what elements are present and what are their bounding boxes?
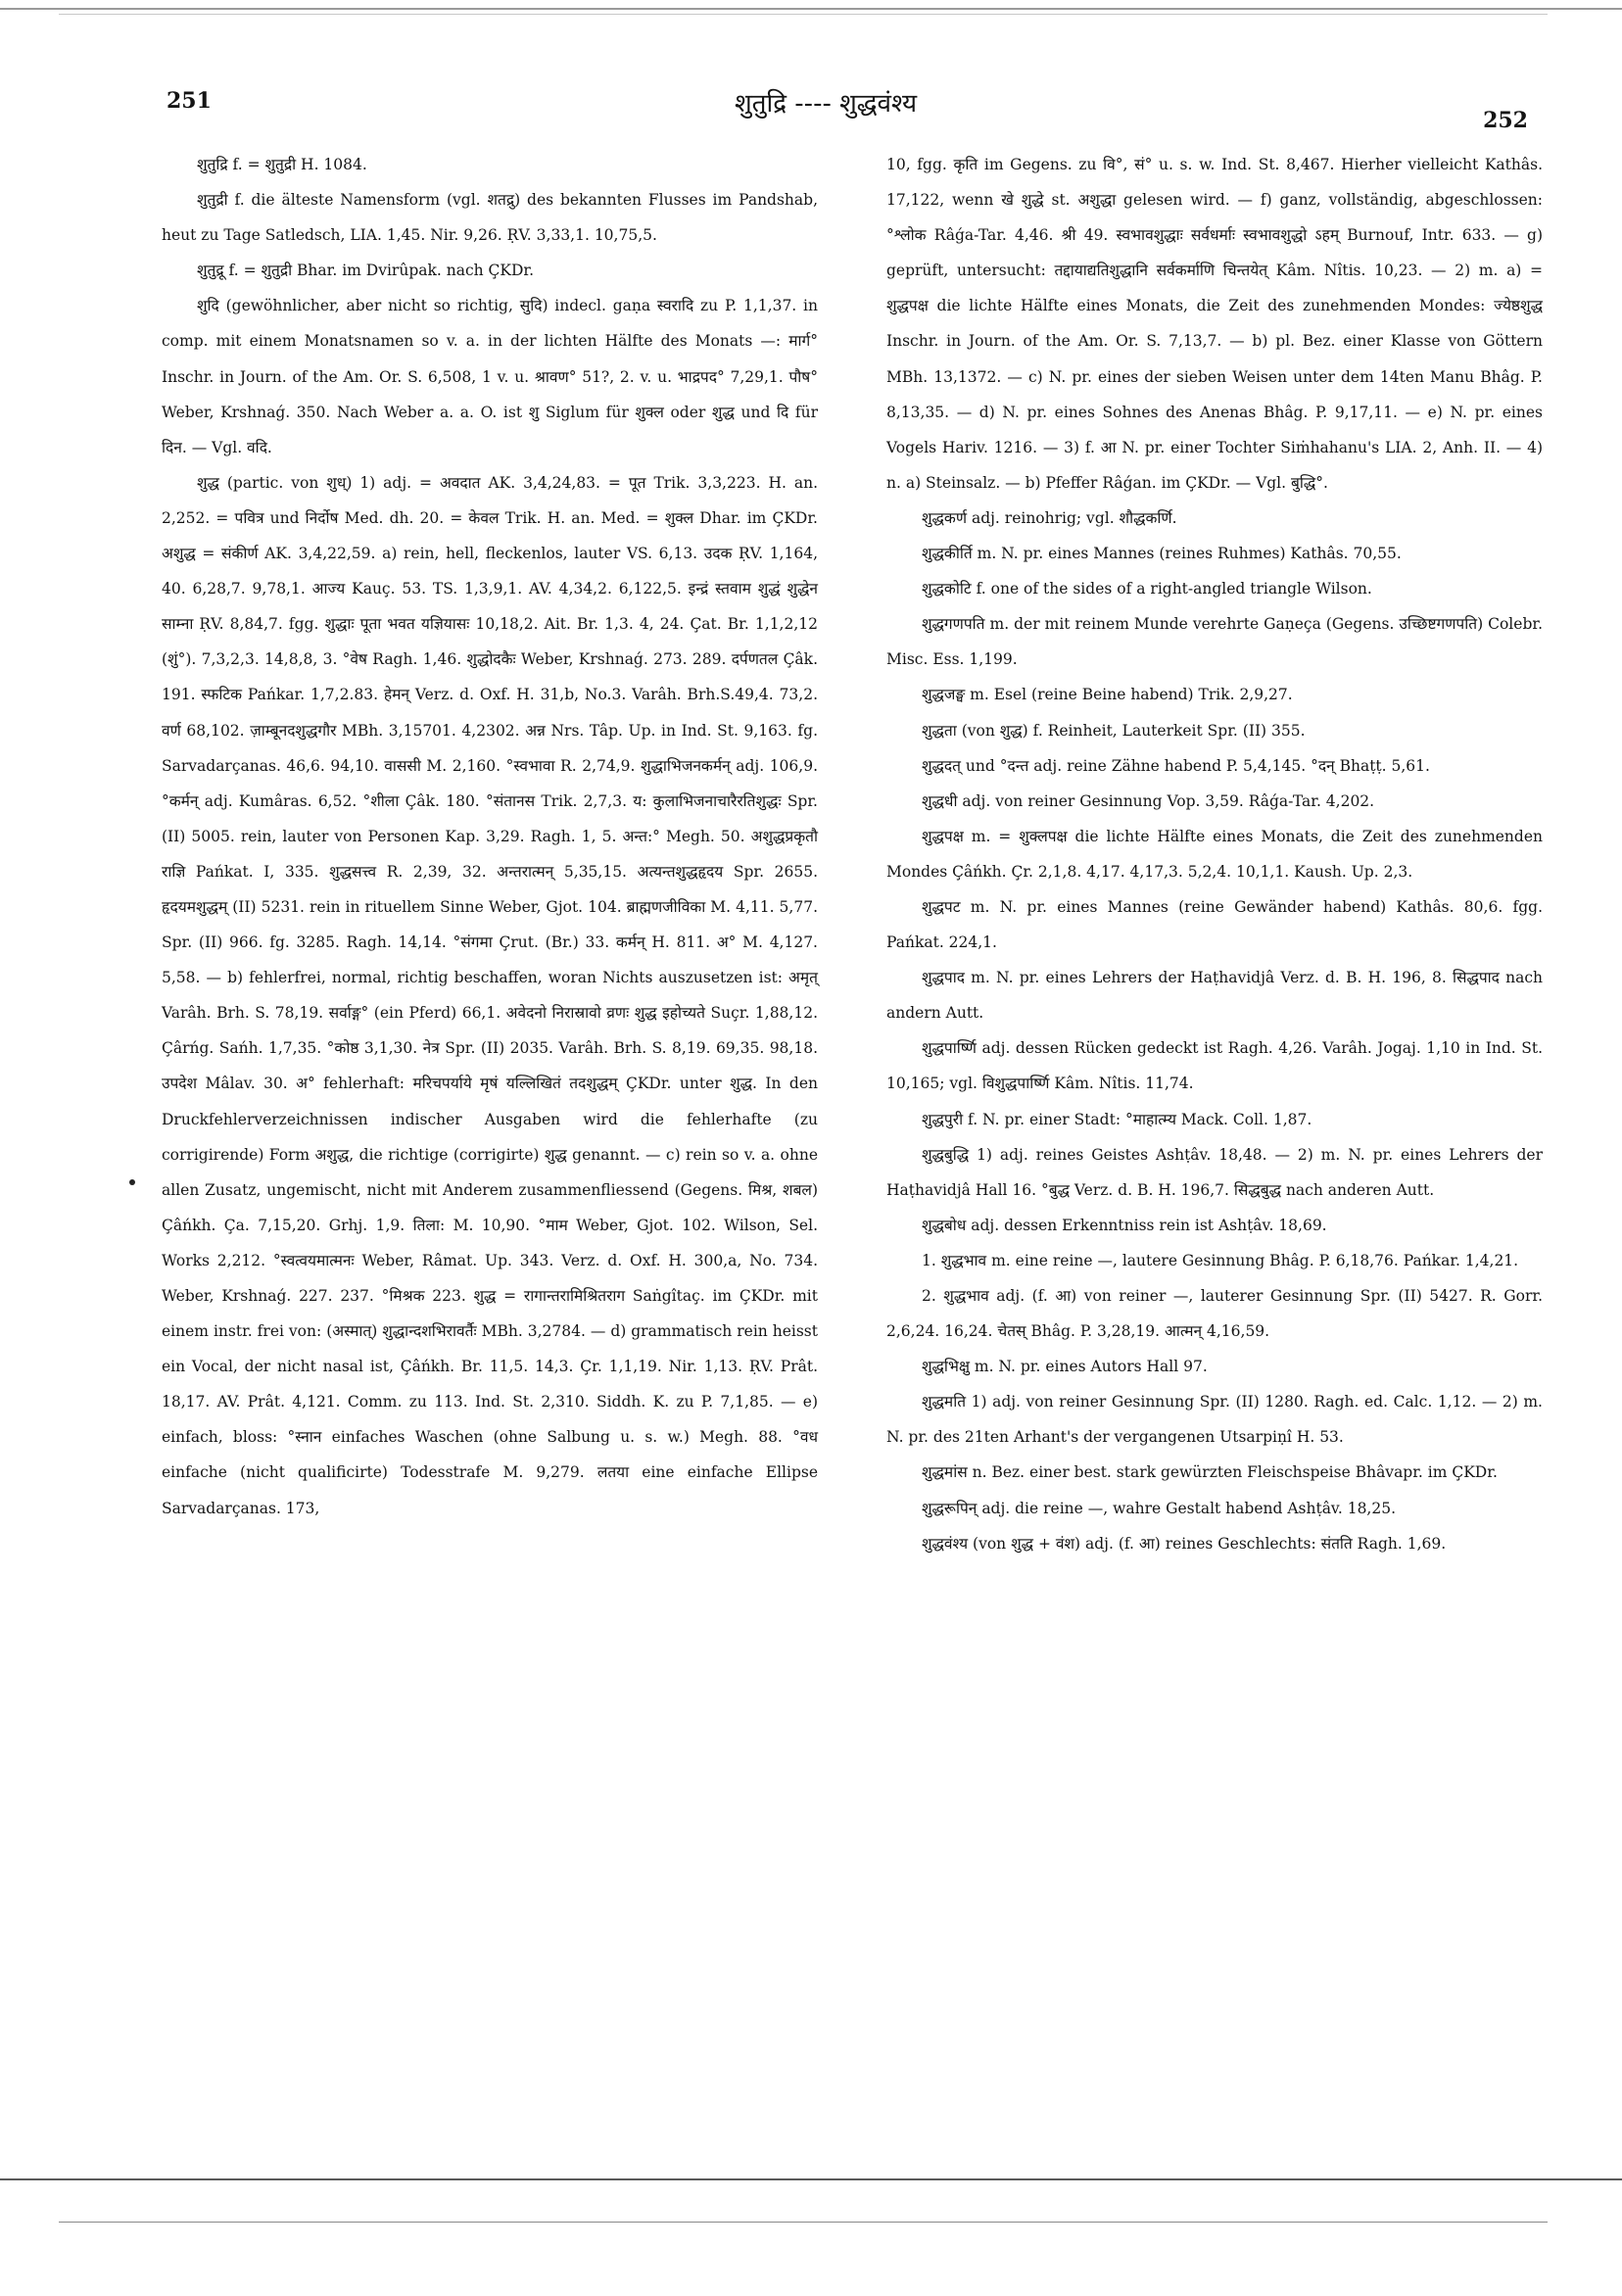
entry-shuddha-continued: 10, fgg. कृति im Gegens. zu वि°, सं° u. s. w. Ind. St. 8,467. Hierher vielleicht Kathâs. 17,122, wenn खे शुद्धे st. अशुद्धा gelesen wird. — f) ganz, vollständig, abgeschlossen: °श्लोक Râǵa-Tar. 4,46. श्री 49. स्वभावशुद्धाः सर्वधर्माः स्वभावशुद्धो ऽहम् Burnouf, Intr. 633. — g) geprüft, untersucht: तद्दायाद्यतिशुद्धानि सर्वकर्माणि चिन्तयेत् Kâm. Nîtis. 10,23. — 2) m. a) = शुद्धपक्ष die lichte Hälfte eines Monats, die Zeit des zunehmenden Mondes: ज्येष्ठशुद्ध Inschr. in Journ. of the Am. Or. S. 7,13,7. — b) pl. Bez. einer Klasse von Göttern MBh. 13,1372. — c) N. pr. eines der sieben Weisen unter dem 14ten Manu Bhâg. P. 8,13,35. — d) N. pr. eines Sohnes des Anenas Bhâg. P. 9,17,11. — e) N. pr. eines Vogels Hariv. 1216. — 3) f. आ N. pr. einer Tochter Siṁhahanu's LIA. 2, Anh. II. — 4) n. a) Steinsalz. — b) Pfeffer Râǵan. im ÇKDr. — Vgl. बुद्धि°. (886, 156, 1543, 492)
entry-shuddhakarna: शुद्धकर्ण adj. reinohrig; vgl. शौद्धकर्णि. (922, 508, 1177, 527)
entry-shuddhapuri: शुद्धपुरी f. N. pr. einer Stadt: °माहात्म्य Mack. Coll. 1,87. (922, 1110, 1312, 1128)
entry-shudi: शुदि (gewöhnlicher, aber nicht so richtig, सुदि) indecl. gaṇa स्वरादि zu P. 1,1,37. in comp. mit einem Monatsnamen so v. a. in der lichten Hälfte des Monats —: मार्ग° Inschr. in Journ. of the Am. Or. S. 6,508, 1 v. u. श्रावण° 51?, 2. v. u. भाद्रपद° 7,29,1. पौष° Weber, Krshnaǵ. 350. Nach Weber a. a. O. ist शु Siglum für शुक्ल oder शुद्ध und दि für दिन. — Vgl. वदि. (162, 297, 818, 456)
entry-shuddhabodha: शुद्धबोध adj. dessen Erkenntniss rein ist Ashṭâv. 18,69. (922, 1216, 1327, 1234)
margin-dot (129, 1179, 135, 1185)
bottom-scan-rule-secondary (59, 2222, 1548, 2223)
entry-shuddhamati: शुद्धमति 1) adj. von reiner Gesinnung Spr. (II) 1280. Ragh. ed. Calc. 1,12. — 2) m. N. pr. des 21ten Arhant's der vergangenen Utsarpiṇî H. 53. (886, 1393, 1543, 1447)
page-header (157, 84, 1528, 133)
entry-shuddhadat: शुद्धदत् und °दन्त adj. reine Zähne habend P. 5,4,145. °दन् Bhaṭṭ. 5,61. (922, 756, 1430, 775)
entry-shuddhabhava-2: 2. शुद्धभाव adj. (f. आ) von reiner —, lauterer Gesinnung Spr. (II) 5427. R. Gorr. 2,6,24. 16,24. चेतस् Bhâg. P. 3,28,19. आत्मन् 4,16,59. (886, 1287, 1543, 1341)
running-title: शुतुद्रि ---- शुद्धवंश्य (735, 89, 918, 119)
entry-shuddhavamshya: शुद्धवंश्य (von शुद्ध + वंश) adj. (f. आ) reines Geschlechts: संतति Ragh. 1,69. (922, 1534, 1447, 1553)
entry-shutudru: शुतुद्रू f. = शुतुद्री Bhar. im Dvirûpak. nach ÇKDr. (197, 262, 535, 280)
entry-shuddhapata: शुद्धपट m. N. pr. eines Mannes (reine Gewänder habend) Kathâs. 80,6. fgg. Pańkat. 224,1. (886, 897, 1543, 952)
entry-shuddhakirti: शुद्धकीर्ति m. N. pr. eines Mannes (reines Ruhmes) Kathâs. 70,55. (922, 545, 1402, 563)
entry-shuddhaparshni: शुद्धपार्ष्णि adj. dessen Rücken gedeckt ist Ragh. 4,26. Varâh. Jogaj. 1,10 in Ind. St. 10,165; vgl. विशुद्धपार्ष्णि Kâm. Nîtis. 11,74. (886, 1039, 1543, 1093)
entry-shuddhakoti: शुद्धकोटि f. one of the sides of a right-angled triangle Wilson. (922, 580, 1372, 598)
entry-shuddharupin: शुद्धरूपिन् adj. die reine —, wahre Gestalt habend Ashṭâv. 18,25. (922, 1499, 1397, 1517)
entry-shuddhata: शुद्धता (von शुद्ध) f. Reinheit, Lauterkeit Spr. (II) 355. (922, 721, 1306, 740)
entry-shuddhajangha: शुद्धजङ्घ m. Esel (reine Beine habend) Trik. 2,9,27. (922, 686, 1293, 704)
entry-shuddha: शुद्ध (partic. von शुध्) 1) adj. = अवदात AK. 3,4,24,83. = पूत Trik. 3,3,223. H. an. 2,252. = पवित्र und निर्दोष Med. dh. 20. = केवल Trik. H. an. Med. = शुक्ल Dhar. im ÇKDr. अशुद्ध = संकीर्ण AK. 3,4,22,59. a) rein, hell, fleckenlos, lauter VS. 6,13. उदक ṚV. 1,164, 40. 6,28,7. 9,78,1. आज्य Kauç. 53. TS. 1,3,9,1. AV. 4,34,2. 6,122,5. इन्द्रं स्तवाम शुद्धं शुद्धेन साम्ना ṚV. 8,84,7. fgg. शुद्धाः पूता भवत यज्ञियासः 10,18,2. Ait. Br. 1,3. 4, 24. Çat. Br. 1,1,2,12 (शुं°). 7,3,2,3. 14,8,8, 3. °वेष Ragh. 1,46. शुद्धोदकैः Weber, Krshnaǵ. 273. 289. दर्पणतल Çâk. 191. स्फटिक Pańkar. 1,7,2.83. हेमन् Verz. d. Oxf. H. 31,b, No.3. Varâh. Brh.S.49,4. 73,2. वर्ण 68,102. ज़ाम्बूनदशुद्धगौर MBh. 3,15701. 4,2302. अन्न Nrs. Tâp. Up. in Ind. St. 9,163. fg. Sarvadarçanas. 46,6. 94,10. वाससी M. 2,160. °स्वभावा R. 2,74,9. शुद्धाभिजनकर्मन् adj. 106,9. °कर्मन् adj. Kumâras. 6,52. °शीला Çâk. 180. °संतानस Trik. 2,7,3. य: कुलाभिजनाचारैरतिशुद्धः Spr. (II) 5005. rein, lauter von Personen Kap. 3,29. Ragh. 1, 5. अन्त:° Megh. 50. अशुद्धप्रकृतौ राज्ञि Pańkat. I, 335. शुद्धसत्त्व R. 2,39, 32. अन्तरात्मन् 5,35,15. अत्यन्तशुद्धहृदय Spr. 2655. हृदयमशुद्धम् (II) 5231. rein in rituellem Sinne Weber, Gjot. 104. ब्राह्मणजीविका M. 4,11. 5,77. Spr. (II) 966. fg. 3285. Ragh. 14,14. °संगमा Çrut. (Br.) 33. कर्मन् H. 811. अ° M. 4,127. 5,58. — b) fehlerfrei, normal, richtig beschaffen, woran Nichts auszusetzen ist: अमृत् Varâh. Brh. S. 78,19. सर्वाङ्ग° (ein Pferd) 66,1. अवेदनो निरास्रावो व्रणः शुद्ध इहोच्यते Suçr. 1,88,12. Çârńg. Sańh. 1,7,35. °कोष्ठ 3,1,30. नेत्र Spr. (II) 2035. Varâh. Brh. S. 8,19. 69,35. 98,18. उपदेश Mâlav. 30. अ° fehlerhaft: मरिचपर्याये मृषं यल्लिखितं तदशुद्धम् ÇKDr. unter शुद्ध. In den Druckfehlerverzeichnissen indischer Ausgaben wird die fehlerhafte (zu corrigirende) Form अशुद्ध, die richtige (corrigirte) शुद्ध genannt. — c) rein so v. a. ohne allen Zusatz, ungemischt, nicht mit Anderem zusammenfliessend (Gegens. मिश्र, शबल) Çâńkh. Ça. 7,15,20. Grhj. 1,9. तिला: M. 10,90. °माम Weber, Gjot. 102. Wilson, Sel. Works 2,212. °स्वत्वयमात्मनः Weber, Râmat. Up. 343. Verz. d. Oxf. H. 300,a, No. 734. Weber, Krshnaǵ. 227. 237. °मिश्रक 223. शुद्ध = रागान्तरामिश्रितराग Saṅgîtaç. im ÇKDr. mit einem instr. frei von: (अस्मात्) शुद्धान्दशभिरावर्तैः MBh. 3,2784. — d) grammatisch rein heisst ein Vocal, der nicht nasal ist, Çâńkh. Br. 11,5. 14,3. Çr. 1,1,19. Nir. 1,13. ṚV. Prât. 18,17. AV. Prât. 4,121. Comm. zu 113. Ind. St. 2,310. Siddh. K. zu P. 7,1,85. — e) einfach, bloss: °स्नान einfaches Waschen (ohne Salbung u. s. w.) Megh. 88. °वध einfache (nicht qualificirte) Todesstrafe M. 9,279. लतया eine einfache Ellipse Sarvadarçanas. 173, (162, 473, 818, 1517)
page-number-left: 251 (167, 88, 212, 114)
entry-shutudri: शुतुद्रि f. = शुतुद्री H. 1084. (197, 156, 367, 173)
entry-shuddhabuddhi: शुद्धबुद्धि 1) adj. reines Geistes Ashṭâv. 18,48. — 2) m. N. pr. eines Lehrers der Haṭhavidjâ Hall 16. °बुद्ध Verz. d. B. H. 196,7. सिद्धबुद्ध nach anderen Autt. (886, 1145, 1543, 1199)
entry-shutudri-f: शुतुद्री f. die älteste Namensform (vgl. शतद्रु) des bekannten Flusses im Pandshab, heut zu Tage Satledsch, LIA. 1,45. Nir. 9,26. ṚV. 3,33,1. 10,75,5. (162, 191, 818, 245)
bottom-scan-rule (0, 2178, 1622, 2180)
right-column (886, 147, 1543, 1561)
page-number-right: 252 (1483, 108, 1528, 133)
entry-shuddhamamsa: शुद्धमांस n. Bez. einer best. stark gewürzten Fleischspeise Bhâvapr. im ÇKDr. (922, 1463, 1498, 1482)
entry-shuddhaganapati: शुद्धगणपति m. der mit reinem Munde verehrte Gaṇeça (Gegens. उच्छिष्टगणपति) Colebr. Misc. Ess. 1,199. (886, 615, 1543, 669)
entry-shuddhadhi: शुद्धधी adj. von reiner Gesinnung Vop. 3,59. Râǵa-Tar. 4,202. (922, 791, 1375, 810)
top-scan-rule (0, 8, 1622, 10)
entry-shuddhabhava-1: 1. शुद्धभाव m. eine reine —, lautere Gesinnung Bhâg. P. 6,18,76. Pańkar. 1,4,21. (922, 1251, 1519, 1269)
entry-shuddhabhikshu: शुद्धभिक्षु m. N. pr. eines Autors Hall 97. (922, 1358, 1208, 1376)
top-scan-rule-secondary (59, 14, 1548, 15)
left-column (162, 147, 818, 1526)
entry-shuddhapada: शुद्धपाद m. N. pr. eines Lehrers der Haṭhavidjâ Verz. d. B. H. 196, 8. सिद्धपाद nach andern Autt. (886, 969, 1543, 1023)
entry-shuddhapaksha: शुद्धपक्ष m. = शुक्लपक्ष die lichte Hälfte eines Monats, die Zeit des zunehmenden Mondes Çâńkh. Çr. 2,1,8. 4,17. 4,17,3. 5,2,4. 10,1,1. Kaush. Up. 2,3. (886, 827, 1543, 881)
